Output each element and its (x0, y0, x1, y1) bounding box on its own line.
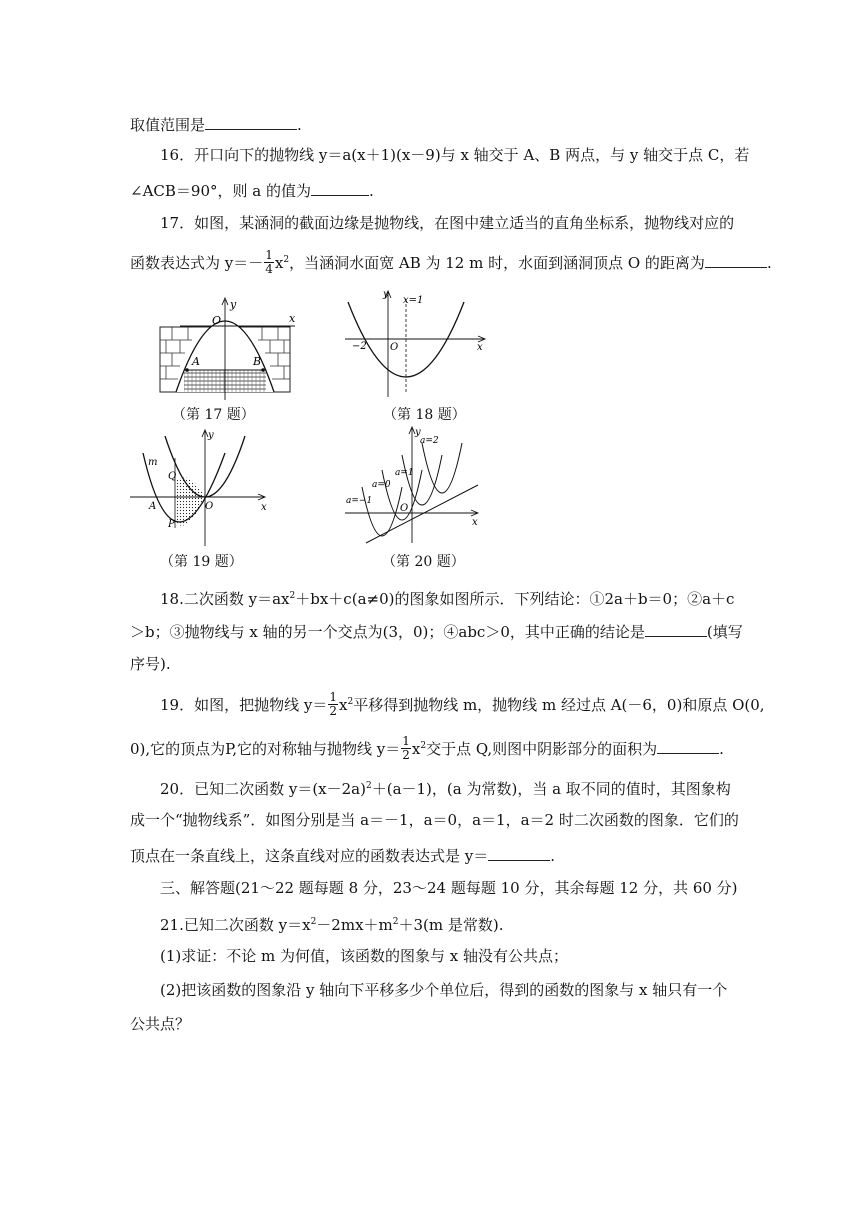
q19-sup-1: 2 (347, 697, 354, 707)
fig18-y-label: y (383, 289, 389, 300)
q19-frac2-num: 1 (402, 733, 410, 748)
figure-17 (150, 295, 300, 405)
q19-text-c: 平移得到抛物线 m，抛物线 m 经过点 A(－6，0)和原点 O(0, (353, 696, 765, 714)
fig17-b-label: B (253, 355, 262, 368)
q21-part2-line2: 公共点？ (130, 1015, 191, 1033)
q20-blank (488, 844, 550, 861)
fig17-a-label: A (192, 355, 200, 368)
q17-line1: 17．如图，某涵洞的截面边缘是抛物线，在图中建立适当的直角坐标系，抛物线对应的 (160, 214, 735, 232)
q19-frac1-num: 1 (329, 689, 337, 704)
q21-part2-line1: (2)把该函数的图象沿 y 轴向下平移多少个单位后，得到的函数的图象与 x 轴只有一个 (160, 981, 728, 999)
q19-fraction-2 (401, 735, 411, 762)
q15-end: . (297, 116, 302, 134)
q18-blank (645, 620, 707, 637)
fig19-a-label: A (149, 501, 157, 512)
q18-text-d: (填写 (706, 623, 743, 641)
q16-line2 (130, 179, 374, 201)
fig17-x-label: x (289, 312, 296, 325)
fig19-y-label: y (208, 430, 214, 441)
q21-part1: (1)求证：不论 m 为何值，该函数的图象与 x 轴没有公共点； (160, 947, 569, 965)
fig20-x-label: x (472, 517, 478, 528)
q20-line2: 成一个“抛物线系”．如图分别是当 a＝－1，a＝0，a＝1，a＝2 时二次函数的图象．它们的 (130, 811, 739, 829)
q21-text-b: －2mx＋m (316, 916, 393, 934)
q17-end: . (766, 254, 772, 272)
q16-blank (311, 179, 369, 196)
fig19-x-label: x (261, 502, 267, 513)
q19-line2 (130, 733, 724, 764)
q15-text: 取值范围是 (130, 116, 206, 134)
q19-fraction-1 (328, 691, 338, 718)
fig20-origin-label: O (400, 503, 409, 514)
fig17-y-label: y (230, 298, 237, 311)
q17-blank (705, 251, 767, 268)
q16-end: . (368, 182, 374, 200)
q18-text-a: 18.二次函数 y＝ax (160, 590, 290, 608)
fig20-a1-label: a=1 (395, 468, 414, 478)
q21-sup-2: 2 (392, 917, 399, 927)
q19-text-b: x (338, 696, 348, 714)
q17-text-a: 函数表达式为 y＝－ (130, 254, 264, 272)
q20-text-a: 20．已知二次函数 y＝(x－2a) (160, 780, 366, 798)
fig17-caption: （第 17 题） (172, 407, 255, 423)
q18-line3: 序号). (130, 655, 171, 673)
fig18-origin-label: O (390, 342, 399, 353)
q20-end: . (550, 847, 556, 865)
q20-sup: 2 (365, 781, 372, 791)
fig19-q-label: Q (168, 471, 177, 482)
q20-line3 (130, 844, 555, 866)
section3-heading: 三、解答题(21～22 题每题 8 分，23～24 题每题 10 分，其余每题 12 分，共 60 分) (160, 879, 738, 897)
q18-text-b: ＋bx＋c(a≠0)的图象如图所示．下列结论：①2a＋b＝0；②a＋c (295, 590, 735, 608)
q17-text-c: ，当涵洞水面宽 AB 为 12 m 时，水面到涵洞顶点 O 的距离为 (289, 254, 705, 272)
q18-line1 (160, 586, 734, 609)
q15-blank (205, 113, 297, 130)
q19-end: . (719, 740, 724, 758)
q17-frac-den: 4 (265, 261, 273, 276)
q19-text-e: x (411, 740, 421, 758)
fig19-caption: （第 19 题） (160, 554, 243, 570)
q21-sup-1: 2 (310, 917, 317, 927)
q19-line1 (160, 689, 765, 720)
q19-frac1-den: 2 (329, 703, 337, 718)
q18-line2 (130, 620, 743, 642)
q19-frac2-den: 2 (402, 747, 410, 762)
q16-line1: 16．开口向下的抛物线 y＝a(x＋1)(x－9)与 x 轴交于 A、B 两点，与 y 轴交于点 C，若 (160, 146, 750, 164)
q20-line1 (160, 776, 731, 799)
fig20-am1-label: a=−1 (346, 496, 373, 506)
fig19-m-label: m (148, 457, 158, 468)
figure-18 (340, 287, 490, 402)
q15-tail-line (130, 113, 302, 135)
fig18-neg2-label: −2 (352, 341, 367, 352)
q19-text-d: 0),它的顶点为P,它的对称轴与抛物线 y＝ (130, 740, 401, 758)
fig17-origin-label: O (212, 314, 222, 327)
fig18-x1-label: x=1 (403, 295, 424, 306)
q19-text-a: 19．如图，把抛物线 y＝ (160, 696, 328, 714)
q19-blank (657, 737, 719, 754)
fig19-p-label: P (168, 519, 175, 530)
q20-text-c: 顶点在一条直线上，这条直线对应的函数表达式是 y＝ (130, 847, 489, 865)
q16-text: ∠ACB＝90°，则 a 的值为 (130, 182, 311, 200)
q21-text-a: 21.已知二次函数 y＝x (160, 916, 311, 934)
q17-sup: 2 (283, 255, 290, 265)
fig18-x-label: x (477, 342, 483, 353)
q21-line1 (160, 912, 504, 935)
q18-text-c: ＞b；③抛物线与 x 轴的另一个交点为(3，0)；④abc＞0，其中正确的结论是 (130, 623, 645, 641)
fig20-y-label: y (415, 427, 421, 438)
fig20-a2-label: a=2 (420, 436, 439, 446)
fig20-a0-label: a=0 (372, 480, 391, 490)
q19-text-f: 交于点 Q,则图中阴影部分的面积为 (426, 740, 658, 758)
q18-sup: 2 (289, 591, 296, 601)
q17-text-b: x (274, 254, 284, 272)
figure-20 (340, 425, 485, 547)
q20-text-b: ＋(a－1)，(a 为常数)，当 a 取不同的值时，其图象构 (371, 780, 731, 798)
q17-frac-num: 1 (265, 247, 273, 262)
fig18-caption: （第 18 题） (383, 407, 466, 423)
q19-sup-2: 2 (420, 741, 427, 751)
fig20-caption: （第 20 题） (382, 554, 465, 570)
figure-19 (125, 428, 275, 550)
q17-line2 (130, 247, 772, 278)
fig19-origin-label: O (205, 501, 214, 512)
q17-fraction (264, 249, 274, 276)
q21-text-c: ＋3(m 是常数). (398, 916, 504, 934)
